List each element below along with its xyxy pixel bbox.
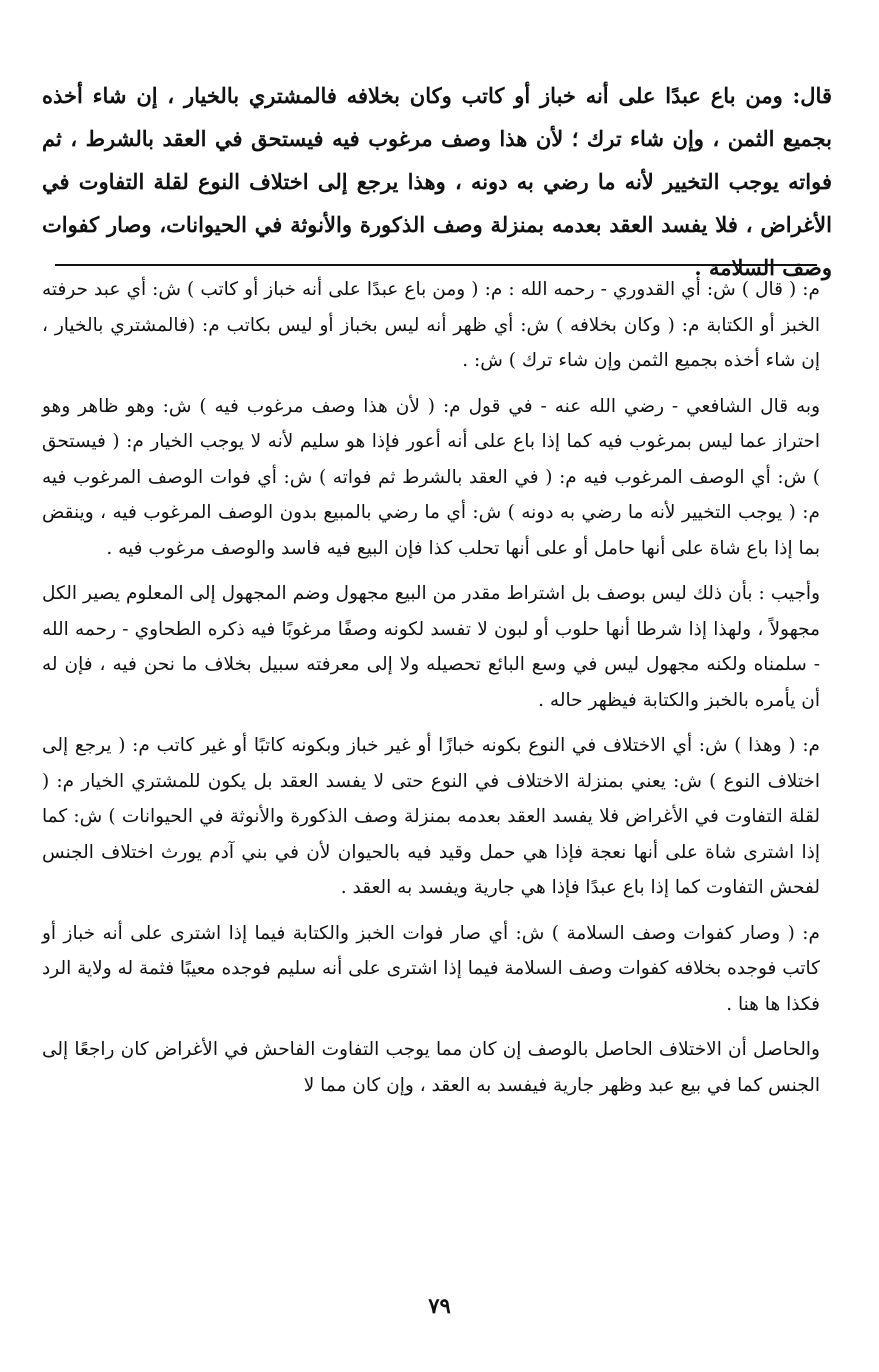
main-text: قال: ومن باع عبدًا على أنه خباز أو كاتب وكان بخلافه فالمشتري بالخيار ، إن شاء أخذه بجميع الثمن ، وإن شاء ترك ؛ لأن هذا وصف مرغوب فيه فيستحق في العقد بالشرط ، ثم فواته يوجب التخيير لأنه ما رضي به دونه ، وهذا يرجع إلى اختلاف النوع لقلة التفاوت في الأغراض ، فلا يفسد العقد بعدمه بمنزلة وصف الذكورة والأنوثة في الحيوانات، وصار كفوات وصف السلامة . xyxy=(42,83,832,280)
commentary-paragraph: م: ( قال ) ش: أي القدوري - رحمه الله : م: ( ومن باع عبدًا على أنه خباز أو كاتب ) ش: أي عبد حرفته الخبز أو الكتابة م: ( وكان بخلافه ) ش: أي ظهر أنه ليس بخباز أو ليس بكاتب م: (فالمشتري بالخيار ، إن شاء أخذه بجميع الثمن وإن شاء ترك ) ش: . xyxy=(42,279,820,371)
page-number: ٧٩ xyxy=(428,1293,451,1318)
commentary-section xyxy=(42,272,820,1113)
commentary-paragraph: والحاصل أن الاختلاف الحاصل بالوصف إن كان مما يوجب التفاوت الفاحش في الأغراض كان راجعًا إلى الجنس كما في بيع عبد وظهر جارية فيفسد به العقد ، وإن كان مما لا xyxy=(42,1039,820,1096)
commentary-paragraph: م: ( وهذا ) ش: أي الاختلاف في النوع بكونه خبازًا أو غير خباز وبكونه كاتبًا أو غير كاتب م: ( يرجع إلى اختلاف النوع ) ش: يعني بمنزلة الاختلاف في النوع حتى لا يفسد العقد بل يكون للمشتري الخيار م: ( لقلة التفاوت في الأغراض فلا يفسد العقد بعدمه بمنزلة وصف الذكورة والأنوثة في الحيوانات ) ش: كما إذا اشترى شاة على أنها نعجة فإذا هي حمل وقيد فيه بالحيوان لأن في بني آدم يورث اختلاف الجنس لفحش التفاوت كما إذا باع عبدًا فإذا هي جارية ويفسد به العقد . xyxy=(42,735,820,898)
commentary-paragraph: م: ( وصار كفوات وصف السلامة ) ش: أي صار فوات الخبز والكتابة فيما إذا اشترى على أنه خباز أو كاتب فوجده بخلافه كفوات وصف السلامة فيما إذا اشترى على أنه سليم فوجده معيبًا فثمة له ولاية الرد فكذا ها هنا . xyxy=(42,922,820,1015)
section-divider xyxy=(55,264,817,266)
commentary-paragraph: وبه قال الشافعي - رضي الله عنه - في قول م: ( لأن هذا وصف مرغوب فيه ) ش: وهو ظاهر وهو احتراز عما ليس بمرغوب فيه كما إذا باع على أنه أعور فإذا هو سليم لأنه لا يوجب الخيار م: ( فيستحق ) ش: أي الوصف المرغوب فيه م: ( في العقد بالشرط ثم فواته ) ش: أي فوات الوصف المرغوب فيه م: ( يوجب التخيير لأنه ما رضي به دونه ) ش: أي ما رضي بالمبيع بدون الوصف المرغوب فيه ، وينقض بما إذا باع شاة على أنها حامل أو على أنها تحلب كذا فإن البيع فيه فاسد والوصف مرغوب فيه . xyxy=(42,395,820,559)
commentary-paragraph: وأجيب : بأن ذلك ليس بوصف بل اشتراط مقدر من البيع مجهول وضم المجهول إلى المعلوم يصير الكل مجهولاً ، ولهذا إذا شرطا أنها حلوب أو لبون لا تفسد لكونه وصفًا مرغوبًا فيه ذكره الطحاوي - رحمه الله - سلمناه ولكنه مجهول ليس في وسع البائع تحصيله ولا إلى معرفته سبيل بخلاف ما نحن فيه ، فإن له أن يأمره بالخبز والكتابة فيظهر حاله . xyxy=(42,583,820,711)
